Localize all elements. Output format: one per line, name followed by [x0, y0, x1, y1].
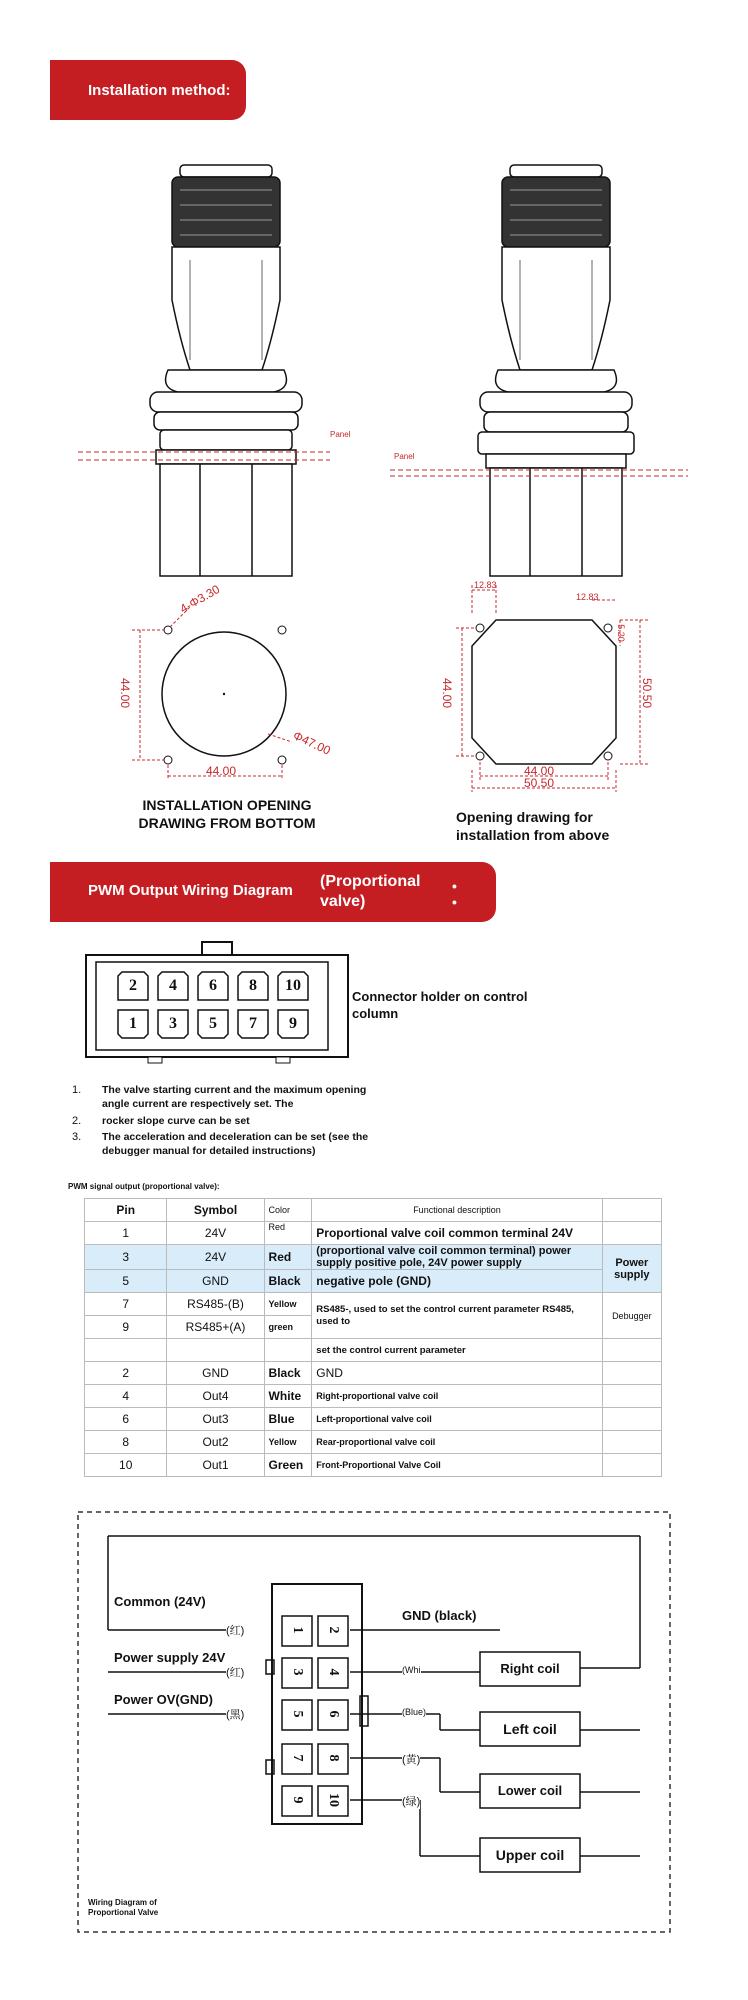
row6-desc: GND: [312, 1362, 602, 1385]
top-opening-drawing: [456, 585, 650, 792]
wiring-banner-subtitle: (Proportional valve): [320, 873, 421, 910]
row4-color: Yellow: [264, 1293, 312, 1316]
note-1-text: The valve starting current and the maximum opening angle current are respectively set. The: [102, 1084, 367, 1110]
wiring-banner-title: PWM Output Wiring Diagram: [88, 882, 293, 899]
group-debug: Debugger: [602, 1293, 661, 1339]
row1-desc: Proportional valve coil common terminal 24V: [312, 1222, 602, 1245]
tag-red-2: (红): [226, 1664, 244, 1680]
row2-color: Red: [264, 1245, 312, 1270]
wiring-pin-number: 3: [290, 1668, 305, 1676]
th-symbol: Symbol: [167, 1199, 264, 1222]
table-row: [85, 1454, 662, 1477]
wiring-pin-number: 8: [326, 1754, 341, 1762]
row5-symbol: RS485+(A): [167, 1316, 264, 1339]
row10-desc: Front-Proportional Valve Coil: [312, 1454, 602, 1477]
note-1-num: 1.: [72, 1084, 82, 1096]
table-row: [85, 1362, 662, 1385]
row8-pin: 6: [85, 1408, 167, 1431]
note-2-num: 2.: [72, 1115, 82, 1127]
wiring-footer: Wiring Diagram of Proportional Valve: [88, 1898, 159, 1917]
row7-desc: Right-proportional valve coil: [312, 1385, 602, 1408]
row10-color: Green: [264, 1454, 312, 1477]
dim-bottom-width: 44.00: [206, 764, 237, 778]
th-pin: Pin: [85, 1199, 167, 1222]
banner-dots: • •: [452, 878, 457, 910]
wiring-banner: [50, 862, 496, 922]
caption-top-drawing-2: installation from above: [456, 827, 610, 843]
wiring-pin-number: 9: [290, 1796, 305, 1804]
table-row: [85, 1245, 662, 1270]
row5-desc: set the control current parameter: [312, 1339, 602, 1362]
connector-pin-number: 8: [249, 977, 257, 994]
installation-drawings: [0, 0, 748, 860]
row3-desc: negative pole (GND): [312, 1270, 602, 1293]
table-row: [85, 1431, 662, 1454]
row6-pin: 2: [85, 1362, 167, 1385]
note-1: [72, 1083, 392, 1111]
caption-bottom-drawing: INSTALLATION OPENING DRAWING FROM BOTTOM: [138, 797, 316, 831]
dim-top-height-left: 44.00: [440, 677, 455, 709]
row1-color: Red: [264, 1222, 312, 1245]
tag-black: (黑): [226, 1706, 244, 1722]
caption-top-drawing-1: Opening drawing for: [456, 809, 593, 825]
row9-pin: 8: [85, 1431, 167, 1454]
table-row-5-desc-extra: [85, 1339, 662, 1362]
row10-symbol: Out1: [167, 1454, 264, 1477]
bottom-opening-drawing: [132, 607, 292, 780]
row3-pin: 5: [85, 1270, 167, 1293]
upper-coil: Upper coil: [495, 1847, 565, 1863]
wiring-pin-number: 5: [290, 1710, 305, 1718]
table-row: [85, 1408, 662, 1431]
connector-pin-number: 2: [129, 977, 137, 994]
connector-pin-number: 5: [209, 1015, 217, 1032]
row1-symbol: 24V: [167, 1222, 264, 1245]
table-row: [85, 1270, 662, 1293]
tag-red-1: (红): [226, 1622, 244, 1638]
tag-blue: (Blue): [402, 1707, 427, 1717]
row7-symbol: Out4: [167, 1385, 264, 1408]
row2-pin: 3: [85, 1245, 167, 1270]
table-header-row: [85, 1199, 662, 1222]
pwm-table: [84, 1198, 662, 1477]
label-gnd-black: GND (black): [402, 1608, 477, 1623]
row5-pin: 9: [85, 1316, 167, 1339]
group-power: Power supply: [602, 1245, 661, 1293]
row3-color: Black: [264, 1270, 312, 1293]
connector-pin-number: 10: [285, 977, 301, 994]
table-row: [85, 1293, 662, 1316]
right-coil: Right coil: [500, 1661, 560, 1676]
connector-pin-number: 3: [169, 1015, 177, 1032]
panel-label-left: Panel: [330, 430, 351, 439]
connector-pin-number: 1: [129, 1015, 137, 1032]
row1-pin: 1: [85, 1222, 167, 1245]
dim-top-width2: 50.50: [524, 776, 555, 790]
note-3: [72, 1130, 392, 1158]
wiring-pin-number: 4: [326, 1668, 341, 1676]
tag-green: (绿): [402, 1793, 420, 1809]
installation-banner-title: Installation method:: [88, 82, 231, 99]
row9-desc: Rear-proportional valve coil: [312, 1431, 602, 1454]
dim-side: 5.20: [615, 624, 626, 642]
row4-pin: 7: [85, 1293, 167, 1316]
table-row: [85, 1222, 662, 1245]
table-caption: PWM signal output (proportional valve):: [68, 1182, 220, 1191]
note-3-num: 3.: [72, 1131, 82, 1143]
label-power-ov: Power OV(GND): [114, 1692, 213, 1707]
note-2-text: rocker slope curve can be set: [102, 1115, 250, 1127]
dim-diameter: Φ47.00: [290, 728, 333, 758]
th-desc: Functional description: [312, 1199, 602, 1222]
dim-bottom-height: 44.00: [118, 677, 133, 709]
label-common: Common (24V): [114, 1594, 206, 1609]
table-row: [85, 1385, 662, 1408]
wiring-pin-number: 10: [326, 1793, 341, 1807]
dim-holes: 4-Φ3.30: [177, 582, 223, 616]
label-power-supply: Power supply 24V: [114, 1650, 226, 1665]
left-coil: Left coil: [503, 1721, 557, 1737]
row4-symbol: RS485-(B): [167, 1293, 264, 1316]
note-2: [72, 1114, 392, 1128]
connector-pin-number: 9: [289, 1015, 297, 1032]
tag-white: (Whi: [402, 1665, 421, 1675]
row9-symbol: Out2: [167, 1431, 264, 1454]
wiring-pin-number: 1: [290, 1626, 305, 1634]
dim-top-width1: 44.00: [524, 764, 555, 778]
th-color: Color: [264, 1199, 312, 1222]
row4-desc: RS485-, used to set the control current parameter RS485, used to: [312, 1293, 602, 1339]
tag-yellow: (黄): [402, 1751, 420, 1767]
row7-color: White: [264, 1385, 312, 1408]
row2-desc: (proportional valve coil common terminal) power supply positive pole, 24V power supply: [312, 1245, 602, 1270]
row7-pin: 4: [85, 1385, 167, 1408]
dim-top-height-right: 50.50: [640, 677, 655, 709]
note-3-text: The acceleration and deceleration can be set (see the debugger manual for detailed instructions): [102, 1131, 369, 1157]
wiring-pin-number: 6: [326, 1710, 341, 1718]
wiring-pin-number: 2: [326, 1626, 341, 1634]
joystick-left-drawing: [150, 165, 302, 576]
connector-pin-number: 7: [249, 1015, 257, 1032]
row8-symbol: Out3: [167, 1408, 264, 1431]
connector-pin-number: 4: [169, 977, 177, 994]
row5-color: green: [264, 1316, 312, 1339]
row10-pin: 10: [85, 1454, 167, 1477]
row2-symbol: 24V: [167, 1245, 264, 1270]
dim-corner1: 12.83: [474, 580, 497, 590]
dim-corner2: 12.83: [576, 592, 599, 602]
row3-symbol: GND: [167, 1270, 264, 1293]
row8-desc: Left-proportional valve coil: [312, 1408, 602, 1431]
lower-coil: Lower coil: [497, 1783, 563, 1798]
row6-color: Black: [264, 1362, 312, 1385]
panel-label-right: Panel: [394, 452, 415, 461]
connector-label: Connector holder on control column: [352, 989, 528, 1021]
row6-symbol: GND: [167, 1362, 264, 1385]
wiring-diagram: [0, 1500, 748, 1960]
row9-color: Yellow: [264, 1431, 312, 1454]
wiring-pin-number: 7: [290, 1754, 305, 1762]
joystick-right-drawing: [478, 165, 634, 576]
connector-pin-number: 6: [209, 977, 217, 994]
row8-color: Blue: [264, 1408, 312, 1431]
